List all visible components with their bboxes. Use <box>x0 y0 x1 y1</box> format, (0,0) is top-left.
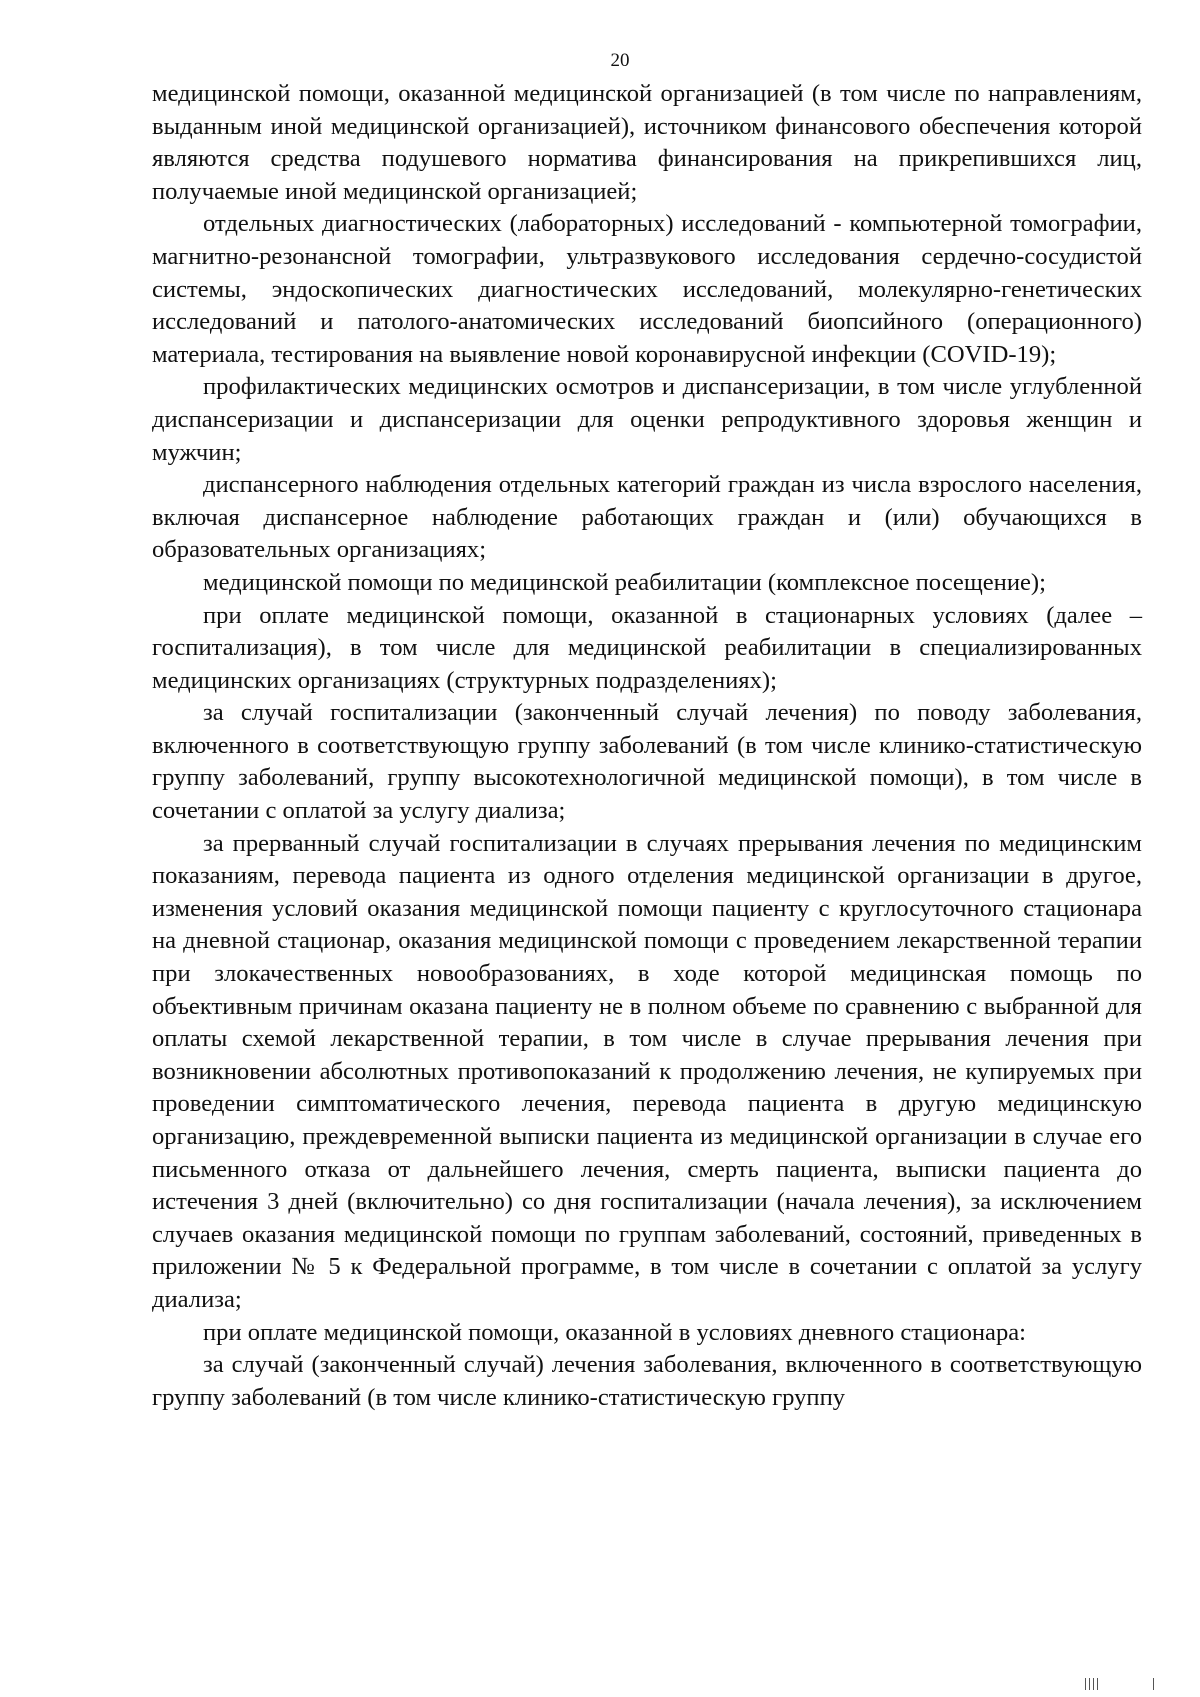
page-number: 20 <box>610 50 630 71</box>
paragraph-8: за прерванный случай госпитализации в случаях прерывания лечения по медицинским показаниям, перевода пациента из одного отделения медицинской организации в другое, изменения условий оказания медицинской помощи пациенту с круглосуточного стационара на дневной стационар, оказания медицинской помощи с проведением лекарственной терапии при злокачественных новообразованиях, в ходе которой медицинская помощь по объективным причинам оказана пациенту не в полном объеме по сравнению с выбранной для оплаты схемой лекарственной терапии, в том числе в случае прерывания лечения при возникновении абсолютных противопоказаний к продолжению лечения, не купируемых при проведении симптоматического лечения, перевода пациента в другую медицинскую организацию, преждевременной выписки пациента из медицинской организации в случае его письменного отказа от дальнейшего лечения, смерть пациента, выписки пациента до истечения 3 дней (включительно) со дня госпитализации (начала лечения), за исключением случаев оказания медицинской помощи по группам заболеваний, состояний, приведенных в приложении № 5 к Федеральной программе, в том числе в сочетании с оплатой за услугу диализа; <box>152 829 1142 1313</box>
paragraph-6: при оплате медицинской помощи, оказанной в стационарных условиях (далее – госпитализация), в том числе для медицинской реабилитации в специализированных медицинских организациях (структурных подразделениях); <box>152 601 1142 694</box>
document-body <box>152 78 1142 1414</box>
scan-artifact-marks <box>1085 1678 1165 1690</box>
paragraph-5: медицинской помощи по медицинской реабилитации (комплексное посещение); <box>203 568 1046 596</box>
paragraph-3: профилактических медицинских осмотров и диспансеризации, в том числе углубленной диспансеризации и диспансеризации для оценки репродуктивного здоровья женщин и мужчин; <box>152 373 1142 466</box>
paragraph-1: медицинской помощи, оказанной медицинской организацией (в том числе по направлениям, выданным иной медицинской организацией), источником финансового обеспечения которой являются средства подушевого норматива финансирования на прикрепившихся лиц, получаемые иной медицинской организацией; <box>152 80 1142 205</box>
paragraph-2: отдельных диагностических (лабораторных) исследований - компьютерной томографии, магнитно-резонансной томографии, ультразвукового исследования сердечно-сосудистой системы, эндоскопических диагностических исследований, молекулярно-генетических исследований и патолого-анатомических исследований биопсийного (операционного) материала, тестирования на выявление новой коронавирусной инфекции (COVID-19); <box>152 210 1142 368</box>
paragraph-7: за случай госпитализации (законченный случай лечения) по поводу заболевания, включенного в соответствующую группу заболеваний (в том числе клинико-статистическую группу заболеваний, группу высокотехнологичной медицинской помощи), в том числе в сочетании с оплатой за услугу диализа; <box>152 699 1142 825</box>
paragraph-9: при оплате медицинской помощи, оказанной в условиях дневного стационара: <box>203 1318 1027 1346</box>
paragraph-4: диспансерного наблюдения отдельных категорий граждан из числа взрослого населения, включая диспансерное наблюдение работающих граждан и (или) обучающихся в образовательных организациях; <box>152 471 1142 564</box>
paragraph-10: за случай (законченный случай) лечения заболевания, включенного в соответствующую группу заболеваний (в том числе клинико-статистическую группу <box>152 1351 1142 1411</box>
